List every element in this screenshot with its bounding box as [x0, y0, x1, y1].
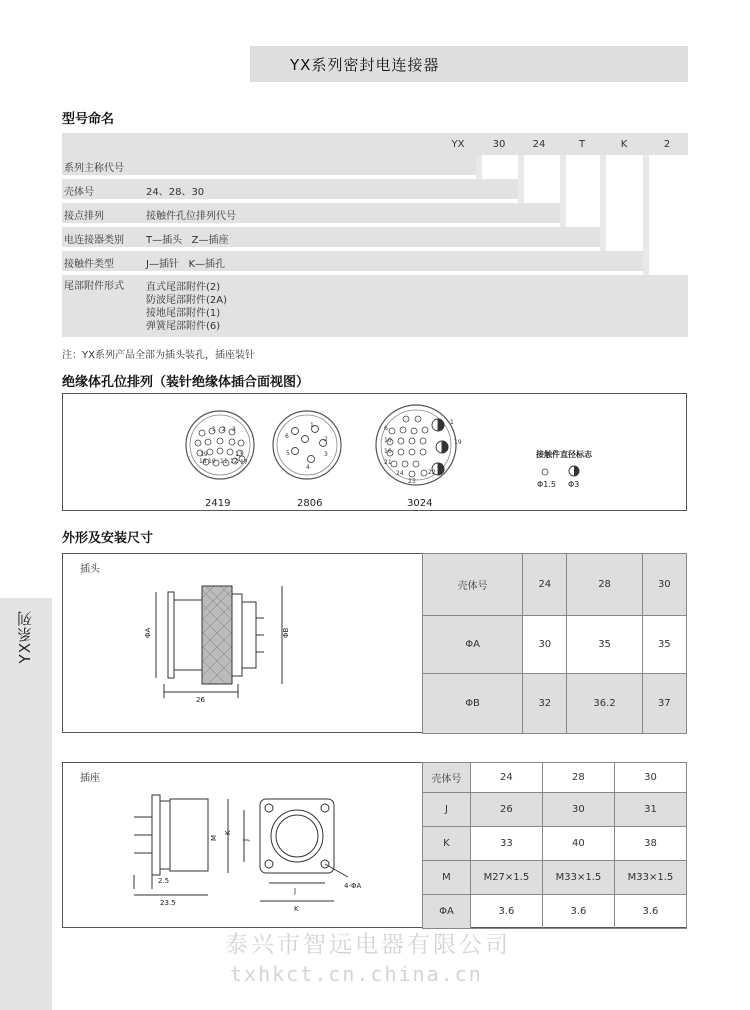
side-tab-label: YX系列: [16, 610, 34, 664]
pin-label: 19: [200, 451, 208, 458]
layout-2419: [186, 411, 254, 479]
table-header: 24: [470, 763, 542, 793]
tail-options: [146, 281, 227, 333]
pin-label: 19: [454, 439, 462, 446]
code-category: T: [578, 139, 586, 150]
table-header: 24: [523, 554, 567, 616]
table-cell: 3.6: [542, 895, 614, 929]
stair-bar: [476, 155, 482, 179]
pin-label: 13: [235, 451, 243, 458]
tail-option: 弹簧尾部附件(6): [146, 321, 221, 332]
contact-diagrams: [62, 393, 687, 511]
table-cell: 3.6: [470, 895, 542, 929]
table-cell: 30: [542, 793, 614, 827]
pin-label: 24: [396, 470, 404, 477]
dim-label-d1: 2.5: [158, 877, 170, 885]
row-value: 接触件孔位排列代号: [146, 211, 236, 222]
code-shell: 30: [492, 139, 506, 150]
dim-label-j: J: [242, 838, 250, 841]
table-cell: 33: [470, 827, 542, 861]
row-label: 接点排列: [64, 211, 104, 222]
pin-label: 6: [285, 433, 289, 440]
tail-option: 接地尾部附件(1): [146, 308, 221, 319]
page-title: YX系列密封电连接器: [290, 56, 440, 74]
row-label: 尾部附件形式: [64, 281, 124, 292]
row-label: 系列主称代号: [64, 163, 124, 174]
row-band-2: [62, 179, 518, 199]
pin-label: 11: [220, 458, 228, 465]
layout-label: 2419: [205, 498, 231, 509]
table-cell: 35: [567, 616, 642, 674]
contacts-heading: 绝缘体孔位排列（装针绝缘体插合面视图）: [62, 375, 310, 390]
code-tail: 2: [663, 139, 671, 150]
watermark-company: 泰兴市智远电器有限公司: [225, 932, 511, 958]
pin-label: 5: [286, 450, 290, 457]
dim-label-len: 26: [196, 696, 205, 704]
naming-heading: 型号命名: [62, 112, 115, 127]
dim-label-bj: J: [294, 887, 297, 895]
code-contact: K: [620, 139, 628, 150]
table-cell: M33×1.5: [542, 861, 614, 895]
table-cell: 36.2: [567, 674, 642, 734]
table-row: [423, 827, 687, 861]
pin-label: 3: [232, 426, 236, 433]
table-cell: J: [423, 793, 471, 827]
pin-label: 10: [384, 437, 392, 444]
watermark-url: txhkct.cn.china.cn: [230, 962, 483, 986]
row-label: 壳体号: [64, 187, 94, 198]
table-cell: 38: [614, 827, 686, 861]
table-header: 28: [567, 554, 642, 616]
table-row: [423, 895, 687, 929]
row-label: 接触件类型: [64, 259, 114, 270]
row-band-4: [62, 227, 600, 247]
plug-drawing: [140, 580, 310, 710]
layout-label: 3024: [407, 498, 433, 509]
layout-3024: [376, 405, 456, 485]
plug-dim-table: [422, 553, 687, 734]
row-value: J—插针 K—插孔: [146, 259, 226, 270]
table-cell: 35: [642, 616, 686, 674]
pin-label: 18: [199, 458, 207, 465]
table-header: 30: [614, 763, 686, 793]
legend-title: 接触件直径标志: [536, 450, 592, 459]
table-header: 30: [642, 554, 686, 616]
pin-label: 16: [384, 448, 392, 455]
legend-label: Φ1.5: [537, 480, 557, 489]
pin-label: 17: [240, 459, 248, 466]
table-cell: 3.6: [614, 895, 686, 929]
socket-dim-table: [422, 762, 687, 929]
table-cell: ΦA: [423, 895, 471, 929]
table-cell: 37: [642, 674, 686, 734]
table-cell: M33×1.5: [614, 861, 686, 895]
row-value: 24、28、30: [146, 187, 205, 198]
row-band-1: [62, 155, 476, 175]
stair-bar: [518, 155, 524, 203]
row-value: T—插头 Z—插座: [146, 235, 229, 246]
plug-label: 插头: [80, 564, 100, 575]
table-cell: 32: [523, 674, 567, 734]
socket-drawing: [120, 785, 370, 915]
stair-bar: [600, 155, 606, 251]
table-cell: 30: [523, 616, 567, 674]
tail-option: 直式尾部附件(2): [146, 282, 221, 293]
stair-bar: [560, 155, 566, 227]
table-row: [423, 674, 687, 734]
table-row: [423, 616, 687, 674]
code-layout: 24: [532, 139, 546, 150]
row-band-3: [62, 203, 560, 223]
table-header: 28: [542, 763, 614, 793]
pin-label: 10: [208, 458, 216, 465]
dim-label-d2: 23.5: [160, 899, 176, 907]
table-cell: ΦA: [423, 616, 523, 674]
pin-label: 1: [212, 426, 216, 433]
table-cell: 26: [470, 793, 542, 827]
layout-label: 2806: [297, 498, 323, 509]
table-cell: M27×1.5: [470, 861, 542, 895]
table-cell: K: [423, 827, 471, 861]
pin-label: 6: [384, 425, 388, 432]
pin-label: 21: [384, 459, 392, 466]
table-cell: ΦB: [423, 674, 523, 734]
table-header: 壳体号: [423, 763, 471, 793]
table-header: 壳体号: [423, 554, 523, 616]
pin-label: 1: [450, 419, 454, 426]
pin-label: 2: [324, 436, 328, 443]
row-label: 电连接器类别: [64, 235, 124, 246]
pin-label: 4: [306, 464, 310, 471]
pin-label: 2: [222, 426, 226, 433]
code-series: YX: [451, 139, 465, 150]
pin-label: 12: [230, 458, 238, 465]
tail-option: 防波尾部附件(2A): [146, 295, 228, 306]
dimensions-heading: 外形及安装尺寸: [62, 531, 154, 546]
legend-dot-small: [542, 469, 548, 475]
socket-label: 插座: [80, 773, 100, 784]
table-row: [423, 793, 687, 827]
pin-label: 22: [428, 469, 436, 476]
table-row: [423, 861, 687, 895]
pin-label: 23: [408, 478, 416, 485]
dim-label-holes: 4-ΦA: [344, 882, 362, 890]
dim-label-k: K: [224, 830, 232, 835]
dim-label-bk: K: [294, 905, 299, 913]
pin-label: 1: [310, 422, 314, 429]
legend-label: Φ3: [568, 480, 580, 489]
stair-bar: [643, 155, 649, 275]
dim-label-b: ΦB: [282, 627, 290, 638]
dim-label-a: ΦA: [144, 627, 152, 638]
table-cell: M: [423, 861, 471, 895]
table-cell: 40: [542, 827, 614, 861]
naming-note: 注：YX系列产品全部为插头装孔，插座装针: [62, 350, 255, 361]
table-cell: 31: [614, 793, 686, 827]
pin-label: 3: [324, 451, 328, 458]
dim-label-m: M: [210, 834, 218, 841]
